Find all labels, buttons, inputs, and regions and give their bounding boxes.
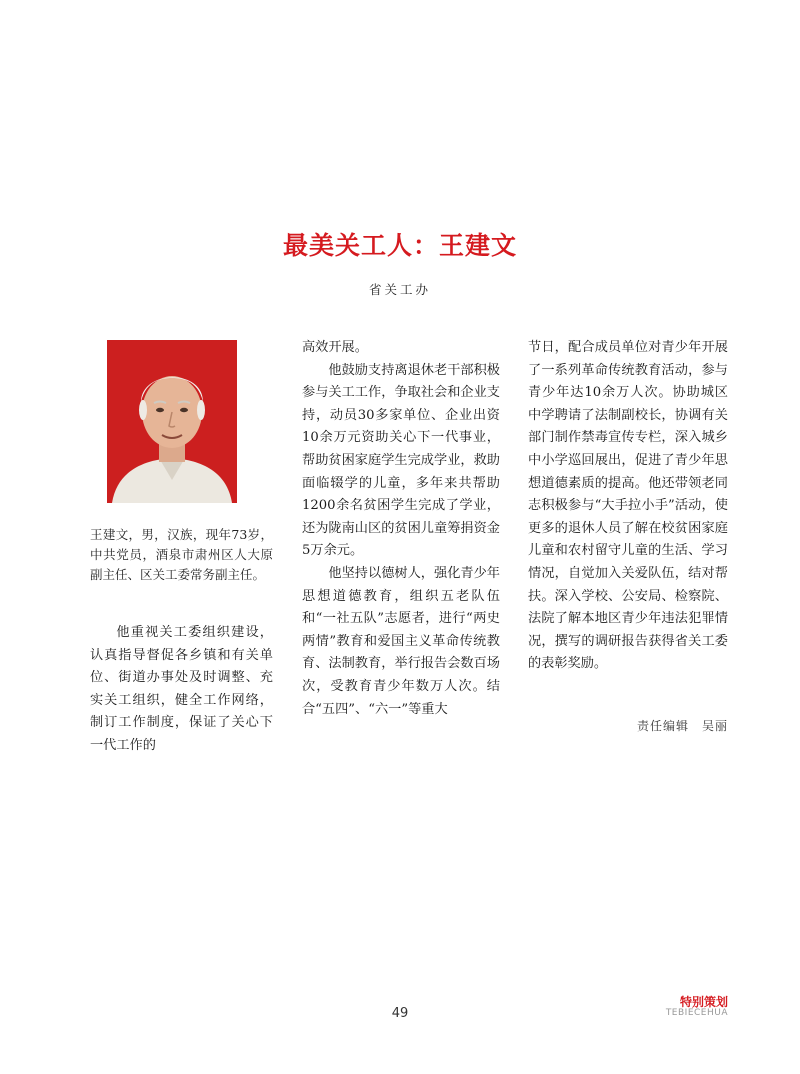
paragraph: 他鼓励支持离退休老干部积极参与关工工作，争取社会和企业支持，动员30多家单位、企业出资10余万元资助关心下一代事业，帮助贫困家庭学生完成学业，救助面临辍学的儿童，多年来共帮助1200余名贫困学生完成了学业，还为陇南山区的贫困儿童筹捐资金5万余元。	[302, 362, 500, 559]
section-title: 特别策划	[679, 995, 728, 1009]
page-number: 49	[391, 1006, 409, 1021]
article-title: 最美关工人：王建文	[282, 231, 517, 260]
article-byline: 省关工办	[368, 282, 431, 297]
paragraph: 高效开展。	[302, 340, 368, 355]
text-column-1	[90, 622, 273, 758]
responsible-editor: 责任编辑 吴丽	[636, 719, 728, 733]
text-column-3	[528, 337, 728, 676]
portrait-photo-icon	[107, 340, 237, 503]
section-title-en: TEBIECEHUA	[665, 1008, 728, 1018]
portrait-photo	[107, 340, 237, 503]
paragraph: 节日，配合成员单位对青少年开展了一系列革命传统教育活动，参与青少年达10余万人次。协助城区中学聘请了法制副校长，协调有关部门制作禁毒宣传专栏，深入城乡中小学巡回展出，促进了青少年思想道德素质的提高。他还带领老同志积极参与“大手拉小手”活动，使更多的退休人员了解在校贫困家庭儿童和农村留守儿童的生活、学习情况，自觉加入关爱队伍，结对帮扶。深入学校、公安局、检察院、法院了解本地区青少年违法犯罪情况，撰写的调研报告获得省关工委的表彰奖励。	[528, 340, 728, 672]
paragraph: 他坚持以德树人，强化青少年思想道德教育，组织五老队伍和“一社五队”志愿者，进行“两史两情”教育和爱国主义革命传统教育、法制教育，举行报告会数百场次，受教育青少年数万人次。结合“五四”、“六一”等重大	[302, 565, 500, 717]
photo-caption: 王建文，男，汉族，现年73岁，中共党员，酒泉市肃州区人大原副主任、区关工委常务副主任。	[90, 527, 273, 582]
text-column-2	[302, 337, 500, 721]
paragraph: 他重视关工委组织建设，认真指导督促各乡镇和有关单位、街道办事处及时调整、充实关工组织，健全工作网络，制订工作制度，保证了关心下一代工作的	[90, 625, 273, 753]
